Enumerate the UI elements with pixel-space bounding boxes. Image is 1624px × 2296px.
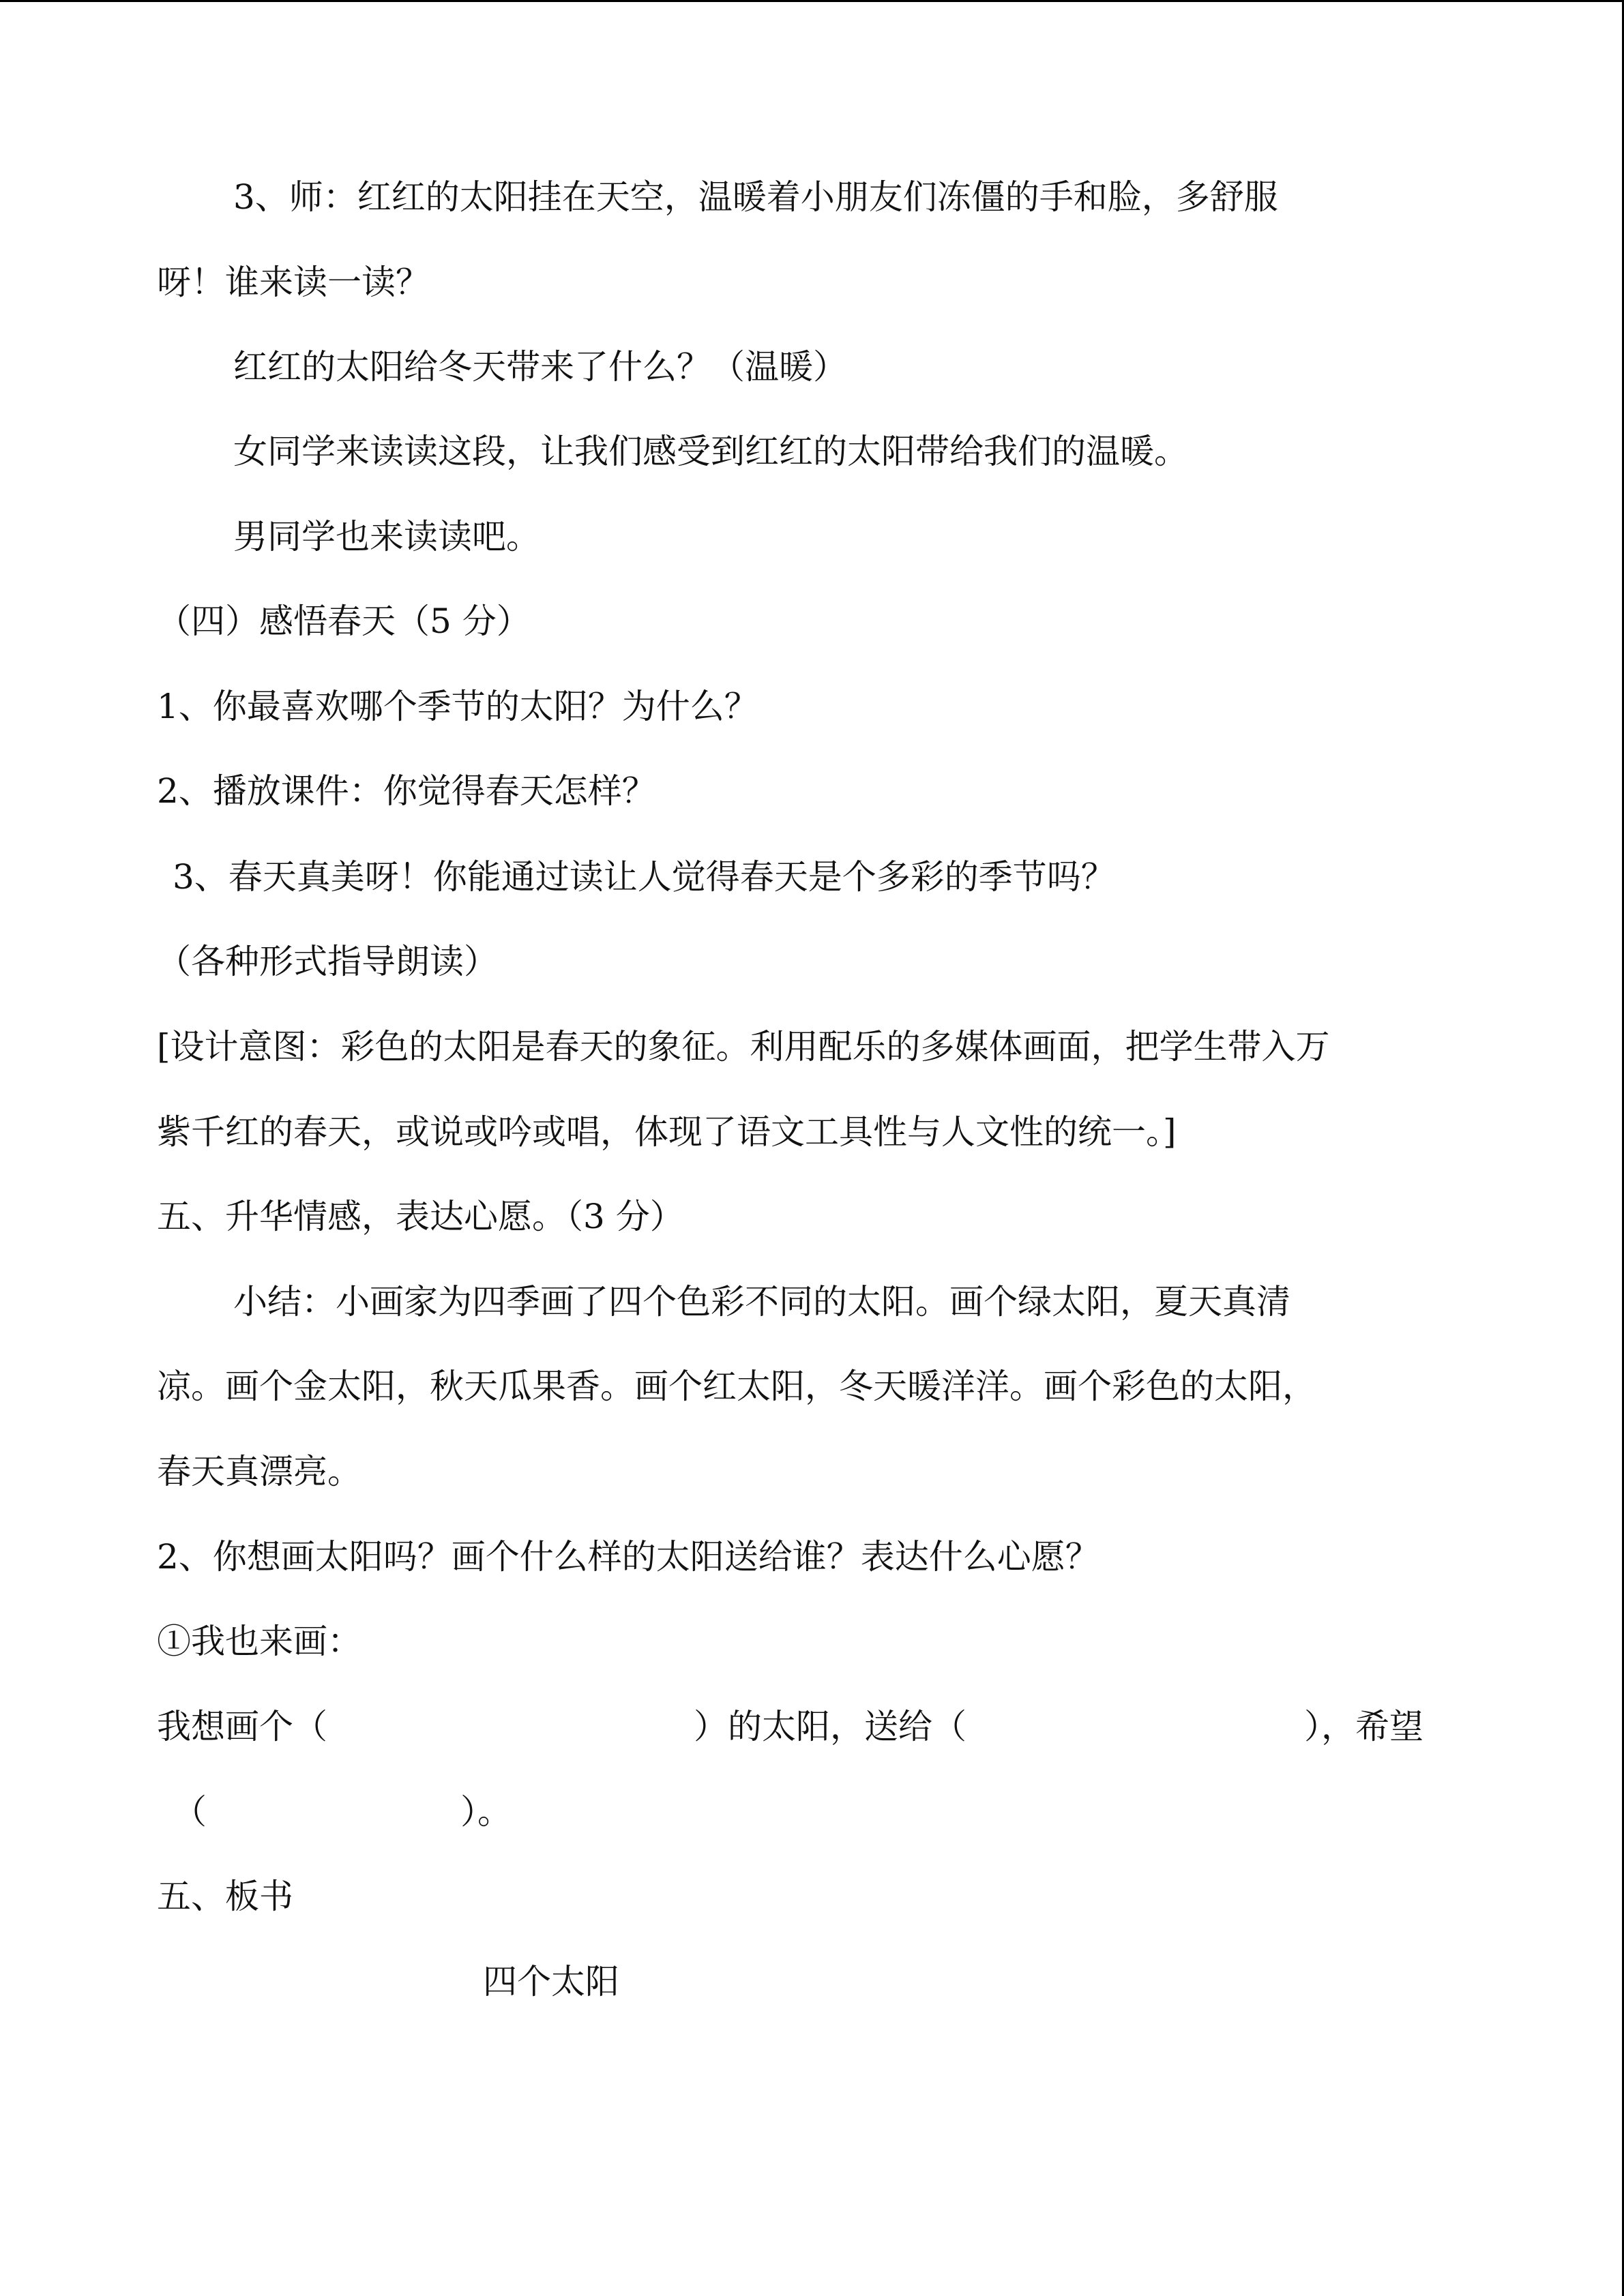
blank-space — [327, 1706, 694, 1747]
board-heading: 五、板书 — [157, 1877, 293, 1916]
paragraph-line: 小结：小画家为四季画了四个色彩不同的太阳。画个绿太阳，夏天真清 — [233, 1282, 1290, 1322]
paragraph-line: （各种形式指导朗读） — [157, 942, 498, 981]
design-intent-line: 紫千红的春天，或说或吟或唱，体现了语文工具性与人文性的统一。] — [157, 1112, 1177, 1152]
fill-in-text: 我想画个（ — [157, 1707, 327, 1746]
paragraph-line: 春天真漂亮。 — [157, 1452, 361, 1491]
fill-in-text: ）的太阳，送给（ — [694, 1707, 966, 1746]
question-line: 2、你想画太阳吗？画个什么样的太阳送给谁？表达什么心愿？ — [157, 1537, 1099, 1577]
paragraph-line: 红红的太阳给冬天带来了什么？（温暖） — [233, 347, 847, 387]
section-heading: （四）感悟春天（5 分） — [157, 601, 531, 641]
design-intent-line: [设计意图：彩色的太阳是春天的象征。利用配乐的多媒体画面，把学生带入万 — [157, 1027, 1330, 1067]
paragraph-line: ①我也来画： — [157, 1622, 361, 1661]
blank-space — [966, 1706, 1304, 1747]
question-line: 1、你最喜欢哪个季节的太阳？为什么？ — [157, 687, 758, 726]
paragraph-line: 呀！谁来读一读？ — [157, 263, 430, 302]
fill-in-blank-line — [173, 1791, 512, 1832]
paragraph-line: 3、师：红红的太阳挂在天空，温暖着小朋友们冻僵的手和脸，多舒服 — [233, 177, 1278, 217]
section-heading: 五、升华情感，表达心愿。（3 分） — [157, 1197, 684, 1236]
paragraph-line: 女同学来读读这段，让我们感受到红红的太阳带给我们的温暖。 — [233, 432, 1188, 471]
fill-in-blank-line — [157, 1706, 1470, 1747]
question-line: 2、播放课件：你觉得春天怎样？ — [157, 771, 656, 811]
paragraph-line: 男同学也来读读吧。 — [233, 517, 540, 556]
fill-in-text: （ — [173, 1792, 207, 1832]
fill-in-text: ）。 — [460, 1792, 512, 1832]
question-line: 3、春天真美呀！你能通过读让人觉得春天是个多彩的季节吗？ — [173, 857, 1115, 897]
paragraph-line: 凉。画个金太阳，秋天瓜果香。画个红太阳，冬天暖洋洋。画个彩色的太阳， — [157, 1367, 1316, 1406]
board-title: 四个太阳 — [483, 1962, 619, 2001]
fill-in-text: ），希望 — [1304, 1707, 1423, 1746]
